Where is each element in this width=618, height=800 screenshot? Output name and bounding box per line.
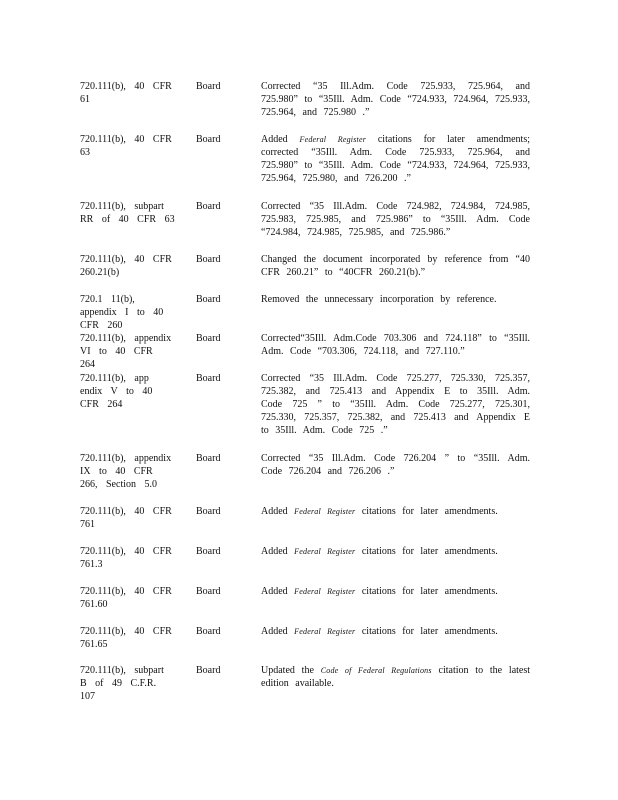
- description-cell: [261, 293, 530, 306]
- description-cell: [261, 585, 530, 598]
- section-cell: 720.111(b), 40 CFR 761.3: [80, 546, 172, 570]
- by-cell: Board: [196, 81, 221, 92]
- section-cell: 720.111(b), 40 CFR 63: [80, 134, 172, 158]
- description-text: Changed the document incorporated by reference from “40 CFR 260.21” to “40CFR 260.21(b).”: [261, 254, 530, 278]
- description-text: Added: [261, 546, 295, 557]
- description-cell: [261, 372, 530, 437]
- description-text: Added: [261, 586, 295, 597]
- description-cell: [261, 133, 530, 185]
- by-cell: Board: [196, 506, 221, 517]
- by-cell: Board: [196, 626, 221, 637]
- italic-citation: Code of Federal Regulations: [320, 666, 432, 675]
- section-cell: 720.111(b), subpart B of 49 C.F.R. 107: [80, 665, 164, 702]
- by-cell: Board: [196, 294, 221, 305]
- description-text: Corrected “35 Ill.Adm. Code 726.204 ” to “35Ill. Adm. Code 726.204 and 726.206 .”: [261, 453, 530, 477]
- description-cell: [261, 253, 530, 279]
- section-cell: 720.111(b), 40 CFR 61: [80, 81, 172, 105]
- section-cell: 720.111(b), 40 CFR 761.60: [80, 586, 172, 610]
- description-cell: [261, 664, 530, 690]
- description-text: Corrected “35 Ill.Adm. Code 725.277, 725.330, 725.357, 725.382, and 725.413 and Appendix E to 35Ill. Adm. Code 725 ” to “35Ill. Adm. Code 725.277, 725.301, 725.330, 725.357, 725.382, and 725.413 and Appendix E to 35Ill. Adm. Code 725 .”: [261, 373, 530, 436]
- description-text: Removed the unnecessary incorporation by reference.: [261, 294, 497, 305]
- description-text: Corrected “35 Ill.Adm. Code 724.982, 724.984, 724.985, 725.983, 725.985, and 725.986” to “35Ill. Adm. Code “724.984, 724.985, 725.985, and 725.986.”: [261, 201, 530, 238]
- description-cell: [261, 332, 530, 358]
- by-cell: Board: [196, 546, 221, 557]
- description-cell: [261, 80, 530, 119]
- description-text: citations for later amendments.: [355, 586, 498, 597]
- description-text: citations for later amendments.: [355, 626, 498, 637]
- description-text: Added: [261, 134, 300, 145]
- italic-citation: Federal Register: [294, 627, 356, 636]
- by-cell: Board: [196, 453, 221, 464]
- italic-citation: Federal Register: [294, 507, 356, 516]
- description-cell: [261, 625, 530, 638]
- description-text: Updated the: [261, 665, 321, 676]
- description-text: Added: [261, 506, 295, 517]
- section-cell: 720.111(b), app endix V to 40 CFR 264: [80, 373, 153, 410]
- section-cell: 720.111(b), 40 CFR 761.65: [80, 626, 172, 650]
- by-cell: Board: [196, 586, 221, 597]
- by-cell: Board: [196, 373, 221, 384]
- description-text: citations for later amendments.: [355, 506, 498, 517]
- description-text: Added: [261, 626, 295, 637]
- description-text: Corrected “35 Ill.Adm. Code 725.933, 725.964, and 725.980” to “35Ill. Adm. Code “724.933, 724.964, 725.933, 725.964, and 725.980 .”: [261, 81, 530, 118]
- section-cell: 720.111(b), 40 CFR 260.21(b): [80, 254, 172, 278]
- by-cell: Board: [196, 665, 221, 676]
- section-cell: 720.111(b), 40 CFR 761: [80, 506, 172, 530]
- description-text: Corrected“35Ill. Adm.Code 703.306 and 724.118” to “35Ill. Adm. Code “703.306, 724.118, and 727.110.”: [261, 333, 530, 357]
- description-cell: [261, 505, 530, 518]
- italic-citation: Federal Register: [294, 587, 356, 596]
- description-text: citations for later amendments.: [355, 546, 498, 557]
- section-cell: 720.111(b), appendix VI to 40 CFR 264: [80, 333, 172, 370]
- italic-citation: Federal Register: [294, 547, 356, 556]
- description-text: citation to the latest edition available.: [261, 665, 531, 689]
- by-cell: Board: [196, 201, 221, 212]
- by-cell: Board: [196, 333, 221, 344]
- section-cell: 720.111(b), appendix IX to 40 CFR 266, Section 5.0: [80, 453, 172, 490]
- section-cell: 720.111(b), subpart RR of 40 CFR 63: [80, 201, 175, 225]
- section-cell: 720.1 11(b), appendix I to 40 CFR 260: [80, 294, 164, 331]
- by-cell: Board: [196, 134, 221, 145]
- description-cell: [261, 452, 530, 478]
- description-cell: [261, 545, 530, 558]
- by-cell: Board: [196, 254, 221, 265]
- italic-citation: Federal Register: [299, 135, 367, 144]
- description-cell: [261, 200, 530, 239]
- description-text: citations for later amendments; corrected “35Ill. Adm. Code 725.933, 725.964, and 725.980” to “35Ill. Adm. Code “724.933, 724.964, 725.933, 725.964, 725.980, and 726.200 .”: [261, 134, 530, 184]
